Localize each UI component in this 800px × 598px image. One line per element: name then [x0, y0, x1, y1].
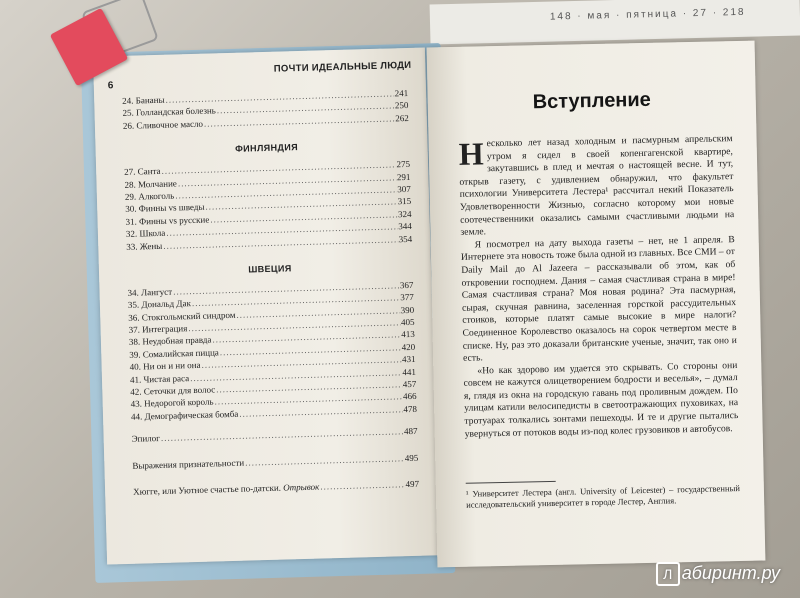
toc-entry-page: 413	[401, 329, 415, 340]
calendar-sheet-text: 148 · мая · пятница · 27 · 218	[549, 6, 746, 23]
toc-entry-page: 367	[399, 279, 414, 291]
paragraph	[459, 133, 735, 239]
toc-entry-label: 35. Дональд Дак	[127, 298, 192, 311]
toc-entry-label: 33. Жены	[126, 240, 163, 252]
toc-entry-page: 262	[395, 112, 409, 124]
toc-entry-label: Выражения признательности	[132, 457, 245, 471]
toc-group-top	[122, 88, 409, 133]
toc-entry-label: 37. Интеграция	[128, 323, 188, 335]
toc-entry-label: 26. Сливочное масло	[122, 118, 204, 131]
toc-entry-label: 25. Голландская болезнь	[122, 105, 216, 119]
toc-entry-page: 478	[403, 403, 418, 415]
toc-entry-page: 307	[397, 183, 411, 195]
toc-entry-page: 420	[401, 341, 416, 353]
toc-entry-label: 42. Сеточки для волос	[130, 384, 216, 397]
section-sweden: ШВЕЦИЯ	[248, 263, 292, 275]
toc-entry-label-italic: Отрывок	[283, 481, 320, 493]
toc-entry-page: 291	[396, 171, 411, 182]
toc-entry-label: 34. Лангуст	[127, 286, 173, 298]
toc-entry-page: 441	[402, 366, 417, 377]
toc-entry-label: 24. Бананы	[122, 94, 165, 106]
toc-entry-label: 39. Сомалийская пицца	[129, 347, 219, 360]
toc-group-finland	[124, 159, 412, 254]
section-finland: ФИНЛЯНДИЯ	[235, 142, 299, 154]
toc-entry-page: 377	[400, 292, 414, 303]
toc-entry-page: 275	[396, 159, 411, 170]
toc-entry-page: 315	[397, 196, 412, 207]
toc-entry-label: 43. Недорогой король	[130, 396, 214, 410]
toc-entry-label: 38. Неудобная правда	[128, 335, 212, 348]
toc-entry-page: 241	[394, 87, 409, 99]
toc-entry-label: 40. Ни он и ни она	[129, 360, 201, 373]
right-page	[427, 41, 766, 568]
footnote-rule	[466, 481, 556, 484]
toc-entry-label: 41. Чистая раса	[129, 372, 190, 385]
toc-group-sweden	[127, 280, 417, 424]
running-head	[107, 59, 412, 92]
dropcap: Н	[458, 135, 485, 172]
toc-entry-label: 30. Финны vs шведы	[125, 202, 205, 215]
toc-entry-label: 44. Демографическая бомба	[130, 408, 239, 422]
table-of-contents	[122, 88, 419, 499]
toc-entry-label: 31. Финны vs русские	[125, 214, 210, 227]
toc-entry-label: 36. Стокгольмский синдром	[128, 309, 236, 323]
chapter-title: Вступление	[532, 88, 652, 114]
body-text	[459, 133, 739, 441]
toc-entry-page: 487	[403, 426, 418, 437]
watermark	[656, 562, 780, 586]
toc-entry-page: 466	[402, 391, 417, 402]
toc-entry-page: 390	[400, 304, 415, 315]
toc-entry-page: 354	[398, 233, 413, 244]
toc-entry-label: 28. Молчание	[124, 178, 177, 190]
toc-entry-label: Хюгге, или Уютное счастье по-датски. Отрывок	[132, 481, 320, 497]
paragraph: «Но как здорово им удается это скрывать. Со стороны они совсем не кажутся олицетворением бодрости и веселья», – думал я, глядя из окна на городскую гавань под проливным дождем. По улицам катили велосипедисты в светоотражающих пуховиках, на тротуарах толкались зонтами пешеходы. И те и другие пытались увернуться от потоков воды из-под колес грузовиков и автобусов.	[463, 359, 739, 440]
running-title: ПОЧТИ ИДЕАЛЬНЫЕ ЛЮДИ	[273, 59, 412, 75]
toc-leader	[320, 479, 405, 491]
toc-entry-page: 497	[405, 478, 420, 490]
labirint-logo-icon: Л	[656, 562, 680, 586]
toc-group-end	[132, 426, 420, 499]
left-page	[93, 47, 439, 564]
toc-entry-page: 495	[404, 452, 419, 463]
toc-entry-label: 27. Санта	[124, 166, 161, 178]
toc-entry-page: 431	[401, 354, 416, 365]
toc-entry-page: 457	[402, 378, 417, 390]
toc-entry-page: 344	[398, 221, 412, 232]
toc-entry-page: 405	[400, 316, 415, 328]
page-number: 6	[107, 80, 114, 92]
toc-entry-label: 29. Алкоголь	[124, 190, 175, 202]
paragraph-text: есколько лет назад холодным и пасмурным апрельским утром я сидел в своей копенгагенской квартире, закутавшись в плед и мечтая о настоящей весне. И тут, открыв газету, с удивлением обнаружил, что факультет психологии Университета Лестера¹ рассчитал некий Показатель Удовлетворенности Жизнью, согласно которому мои новые соотечественники оказались самыми счастливыми людьми на земле.	[459, 133, 735, 238]
paragraph: Я посмотрел на дату выхода газеты – нет, не 1 апреля. В Интернете эта новость тоже была одной из главных. Все СМИ – от Daily Mail до Al Jazeera – рассказывали об этом, как об откровении господнем. Дания – самая счастливая страна в мире! Самая счастливая страна? Моя новая родина? Эта пасмурная, сырая, скучная равнина, заселенная горсткой рассудительных стоиков, которые платят самые высокие в мире налоги? Соединенное Королевство оказалось на сорок четвертом месте в списке. Ну, раз это доказали британские ученые, значит, так оно и есть.	[460, 233, 737, 364]
toc-entry-label: 32. Школа	[125, 227, 166, 240]
toc-entry-label: Эпилог	[131, 433, 161, 445]
toc-entry-page: 324	[397, 208, 412, 220]
watermark-text: абиринт.ру	[681, 563, 780, 583]
toc-entry-page: 250	[394, 100, 409, 111]
footnote: ¹ Университет Лестера (англ. University of Leicester) – государственный исследовательский университет в городе Лестер, Англия.	[465, 483, 740, 510]
